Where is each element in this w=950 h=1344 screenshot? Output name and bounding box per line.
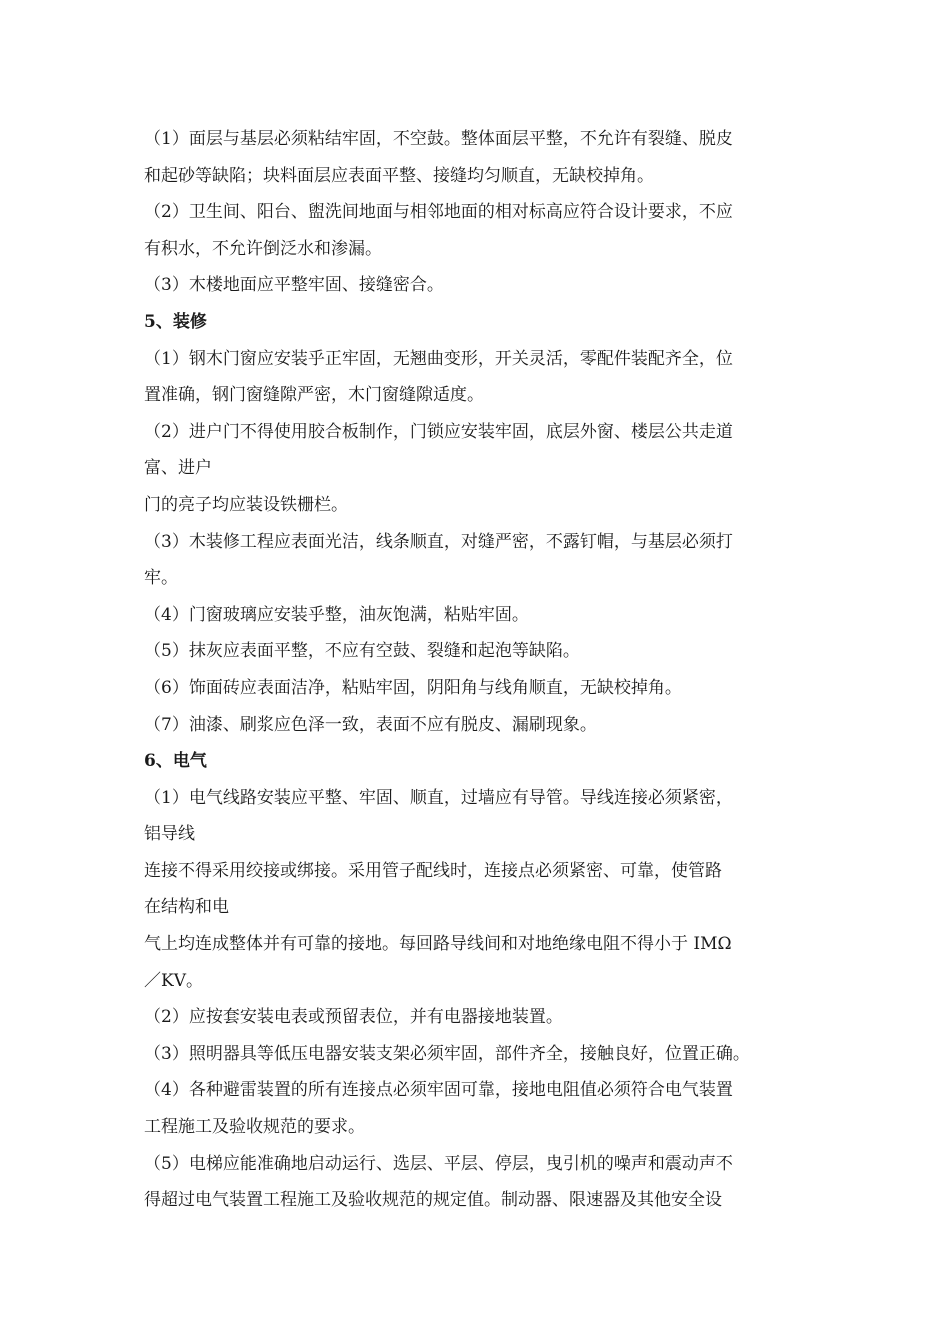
text-line: 工程施工及验收规范的要求。 (144, 1117, 365, 1138)
text-line: （2）进户门不得使用胶合板制作，门锁应安装牢固，底层外窗、楼层公共走道 (144, 421, 733, 442)
section-heading: 5、装修 (144, 311, 207, 332)
text-line: （2）应按套安装电表或预留表位，并有电器接地装置。 (144, 1007, 563, 1028)
document-body (144, 121, 824, 1219)
text-line: 连接不得采用绞接或绑接。采用管子配线时，连接点必须紧密、可靠，使管路 (144, 860, 722, 881)
text-line: （1）面层与基层必须粘结牢固，不空鼓。整体面层平整，不允许有裂缝、脱皮 (144, 129, 733, 149)
text-line: （1）钢木门窗应安装乎正牢固，无翘曲变形，开关灵活，零配件装配齐全，位 (144, 348, 733, 369)
text-line: 铝导线 (144, 824, 195, 845)
text-line: 在结构和电 (144, 897, 229, 918)
text-line: 牢。 (144, 568, 178, 589)
text-line: 门的亮子均应装设铁栅栏。 (144, 494, 348, 515)
text-line: ／KV。 (144, 970, 203, 991)
text-line: （3）木楼地面应平整牢固、接缝密合。 (144, 275, 444, 296)
text-line: （1）电气线路安装应平整、牢固、顺直，过墙应有导管。导线连接必须紧密， (144, 787, 733, 808)
text-line: 和起砂等缺陷；块料面层应表面平整、接缝均匀顺直，无缺校掉角。 (144, 165, 654, 186)
text-line: 气上均连成整体并有可靠的接地。每回路导线间和对地绝缘电阻不得小于 IMΩ (144, 934, 732, 955)
text-line: （5）电梯应能准确地启动运行、选层、平层、停层，曳引机的噪声和震动声不 (144, 1153, 733, 1174)
section-heading: 6、电气 (144, 751, 207, 772)
text-line: （4）门窗玻璃应安装乎整，油灰饱满，粘贴牢固。 (144, 604, 529, 625)
text-line: （2）卫生间、阳台、盥洗间地面与相邻地面的相对标高应符合设计要求，不应 (144, 202, 733, 223)
text-line: （4）各种避雷装置的所有连接点必须牢固可靠，接地电阻值必须符合电气装置 (144, 1080, 733, 1101)
text-line: （6）饰面砖应表面洁净，粘贴牢固，阴阳角与线角顺直，无缺校掉角。 (144, 677, 682, 698)
text-line: （3）木装修工程应表面光洁，线条顺直，对缝严密，不露钉帽，与基层必须打 (144, 531, 733, 552)
text-line: 得超过电气装置工程施工及验收规范的规定值。制动器、限速器及其他安全设 (144, 1190, 722, 1211)
text-line: 置准确，钢门窗缝隙严密，木门窗缝隙适度。 (144, 385, 484, 406)
text-line: 有积水，不允许倒泛水和渗漏。 (144, 238, 382, 259)
text-line: （7）油漆、刷浆应色泽一致，表面不应有脱皮、漏刷现象。 (144, 714, 597, 735)
text-line: （3）照明器具等低压电器安装支架必须牢固，部件齐全，接触良好，位置正确。 (144, 1043, 750, 1064)
text-line: （5）抹灰应表面平整，不应有空鼓、裂缝和起泡等缺陷。 (144, 641, 580, 662)
text-line: 富、进户 (144, 458, 212, 479)
